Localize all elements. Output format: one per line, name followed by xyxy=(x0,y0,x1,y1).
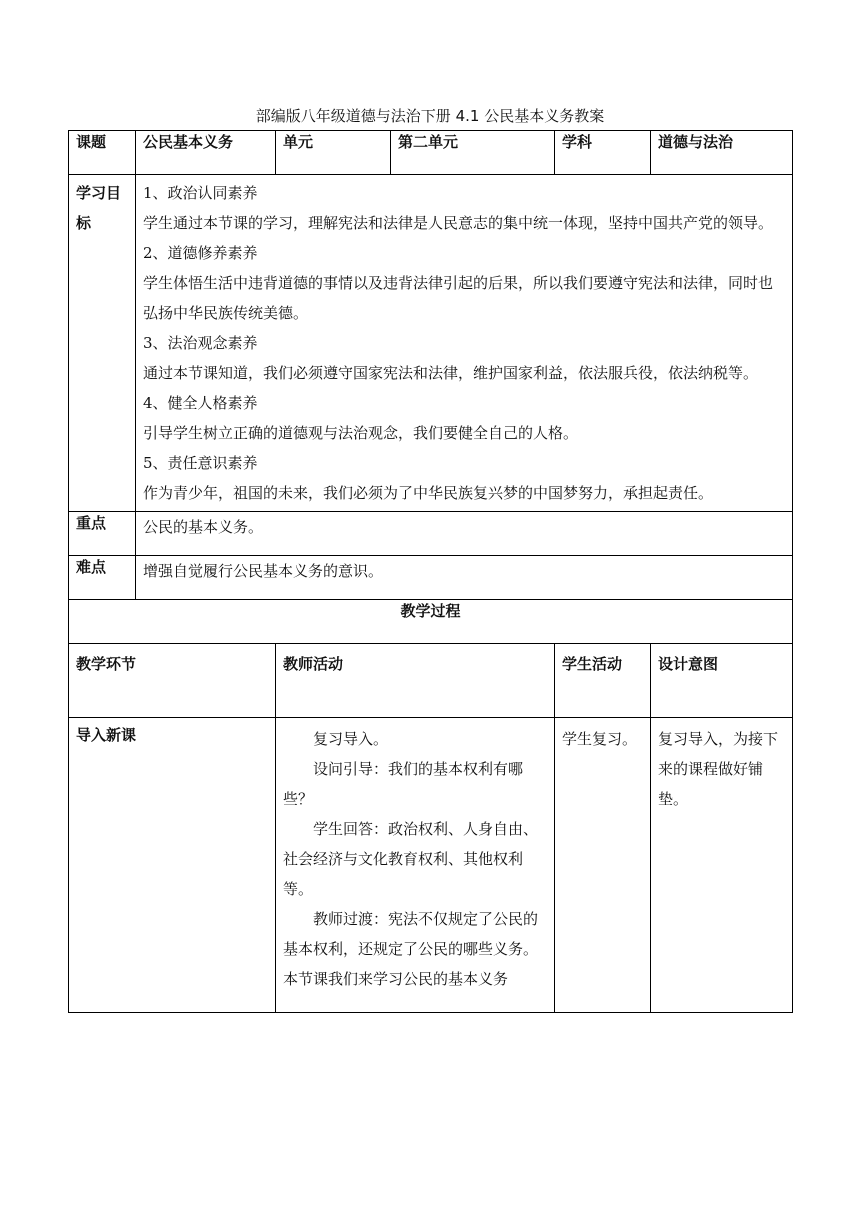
teacher-activity-line: 学生回答：政治权利、人身自由、社会经济与文化教育权利、其他权利等。 xyxy=(283,820,539,898)
objective-line: 学生通过本节课的学习，理解宪法和法律是人民意志的集中统一体现，坚持中国共产党的领导。 xyxy=(143,214,774,232)
difficulty-text: 增强自觉履行公民基本义务的意识。 xyxy=(136,556,793,600)
subject-value: 道德与法治 xyxy=(651,131,793,175)
objective-line: 3、法治观念素养 xyxy=(143,334,258,352)
objective-line: 5、责任意识素养 xyxy=(143,454,258,472)
objective-line: 通过本节课知道，我们必须遵守国家宪法和法律，维护国家利益，依法服兵役，依法纳税等。 xyxy=(143,364,759,382)
objective-line: 学生体悟生活中违背道德的事情以及违背法律引起的后果，所以我们要遵守宪法和法律，同时也弘扬中华民族传统美德。 xyxy=(143,274,774,322)
topic-label: 课题 xyxy=(69,131,136,175)
objectives-label: 学习目标 xyxy=(69,175,136,512)
teacher-header: 教师活动 xyxy=(276,644,555,718)
unit-value: 第二单元 xyxy=(391,131,555,175)
objectives-content xyxy=(136,175,793,512)
process-title-row xyxy=(69,600,793,644)
topic-row xyxy=(69,131,793,175)
process-row xyxy=(69,718,793,1013)
objective-line: 作为青少年，祖国的未来，我们必须为了中华民族复兴梦的中国梦努力，承担起责任。 xyxy=(143,484,714,502)
difficulty-row xyxy=(69,556,793,600)
student-activity-cell: 学生复习。 xyxy=(555,718,651,1013)
topic-value: 公民基本义务 xyxy=(136,131,276,175)
stage-cell: 导入新课 xyxy=(69,718,276,1013)
design-header: 设计意图 xyxy=(651,644,793,718)
key-point-label: 重点 xyxy=(69,512,136,556)
lesson-plan-table xyxy=(68,130,793,1013)
difficulty-label: 难点 xyxy=(69,556,136,600)
stage-header: 教学环节 xyxy=(69,644,276,718)
design-intent-cell: 复习导入，为接下来的课程做好铺垫。 xyxy=(651,718,793,1013)
teacher-activity-line: 复习导入。 xyxy=(313,730,389,748)
process-header-row xyxy=(69,644,793,718)
objectives-row xyxy=(69,175,793,512)
document-title: 部编版八年级道德与法治下册 4.1 公民基本义务教案 xyxy=(255,107,605,125)
objective-line: 1、政治认同素养 xyxy=(143,184,258,202)
subject-label: 学科 xyxy=(555,131,651,175)
objective-line: 2、道德修养素养 xyxy=(143,244,258,262)
teacher-activity-cell xyxy=(276,718,555,1013)
key-point-text: 公民的基本义务。 xyxy=(136,512,793,556)
unit-label: 单元 xyxy=(276,131,391,175)
objective-line: 4、健全人格素养 xyxy=(143,394,258,412)
teacher-activity-line: 教师过渡：宪法不仅规定了公民的基本权利，还规定了公民的哪些义务。本节课我们来学习公民的基本义务 xyxy=(283,910,539,988)
teacher-activity-line: 设问引导：我们的基本权利有哪些？ xyxy=(283,760,524,808)
process-title: 教学过程 xyxy=(69,600,793,644)
objective-line: 引导学生树立正确的道德观与法治观念，我们要健全自己的人格。 xyxy=(143,424,579,442)
student-header: 学生活动 xyxy=(555,644,651,718)
key-point-row xyxy=(69,512,793,556)
